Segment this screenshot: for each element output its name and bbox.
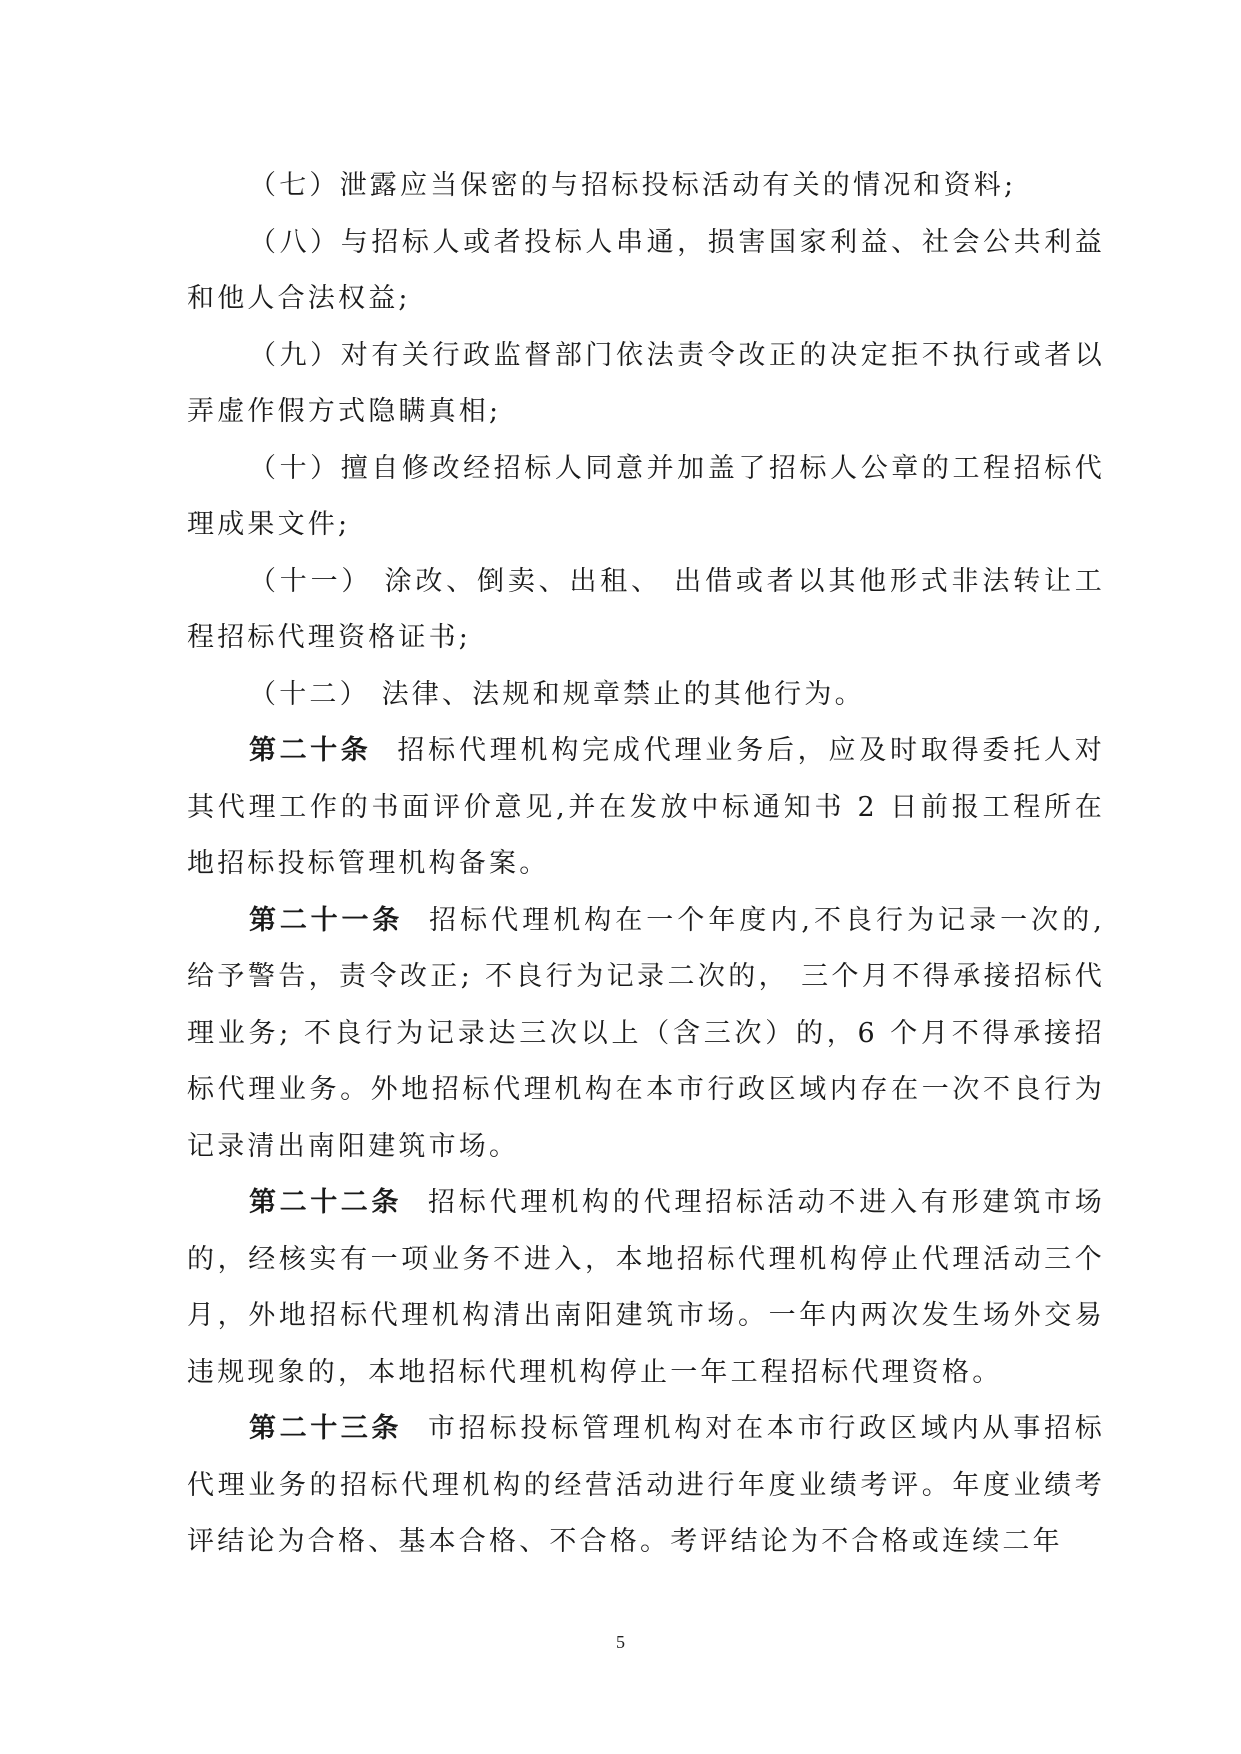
article-text: 市招标投标管理机构对在本市行政区域内从事招标代理业务的招标代理机构的经营活动进行年度业绩考评。年度业绩考评结论为合格、基本合格、不合格。考评结论为不合格或连续二年	[187, 1413, 1105, 1557]
article-text: 招标代理机构在一个年度内,不良行为记录一次的,给予警告，责令改正; 不良行为记录二次的， 三个月不得承接招标代理业务; 不良行为记录达三次以上（含三次）的，6 个月不得承接招标代理业务。外地招标代理机构在本市行政区域内存在一次不良行为记录清出南阳建筑市场。	[187, 904, 1106, 1162]
article-text: 招标代理机构完成代理业务后，应及时取得委托人对其代理工作的书面评价意见,并在发放中标通知书 2 日前报工程所在地招标投标管理机构备案。	[187, 735, 1105, 879]
article-20	[187, 723, 1105, 893]
paragraph-text: （十一） 涂改、倒卖、出租、 出借或者以其他形式非法转让工程招标代理资格证书;	[187, 565, 1105, 653]
paragraph-item-12	[187, 667, 1105, 724]
article-heading: 第二十一条	[249, 904, 404, 936]
article-23	[187, 1401, 1105, 1571]
document-body	[187, 158, 1105, 1571]
paragraph-item-8	[187, 215, 1105, 328]
paragraph-item-9	[187, 328, 1105, 441]
paragraph-item-7	[187, 158, 1105, 215]
paragraph-text: （十二） 法律、法规和规章禁止的其他行为。	[249, 678, 865, 710]
paragraph-item-11	[187, 554, 1105, 667]
article-21	[187, 893, 1105, 1176]
article-heading: 第二十三条	[249, 1413, 402, 1444]
paragraph-text: （七）泄露应当保密的与招标投标活动有关的情况和资料;	[249, 170, 1017, 201]
paragraph-text: （八）与招标人或者投标人串通，损害国家利益、社会公共利益和他人合法权益;	[187, 226, 1105, 314]
page-number: 5	[616, 1632, 625, 1652]
article-heading: 第二十条	[249, 735, 372, 766]
paragraph-text: （九）对有关行政监督部门依法责令改正的决定拒不执行或者以弄虚作假方式隐瞒真相;	[187, 339, 1105, 427]
article-heading: 第二十二条	[249, 1187, 402, 1218]
article-text: 招标代理机构的代理招标活动不进入有形建筑市场的，经核实有一项业务不进入，本地招标代理机构停止代理活动三个月，外地招标代理机构清出南阳建筑市场。一年内两次发生场外交易违规现象的，本地招标代理机构停止一年工程招标代理资格。	[187, 1187, 1105, 1388]
paragraph-item-10	[187, 441, 1105, 554]
article-22	[187, 1175, 1105, 1401]
paragraph-text: （十）擅自修改经招标人同意并加盖了招标人公章的工程招标代理成果文件;	[187, 452, 1105, 540]
